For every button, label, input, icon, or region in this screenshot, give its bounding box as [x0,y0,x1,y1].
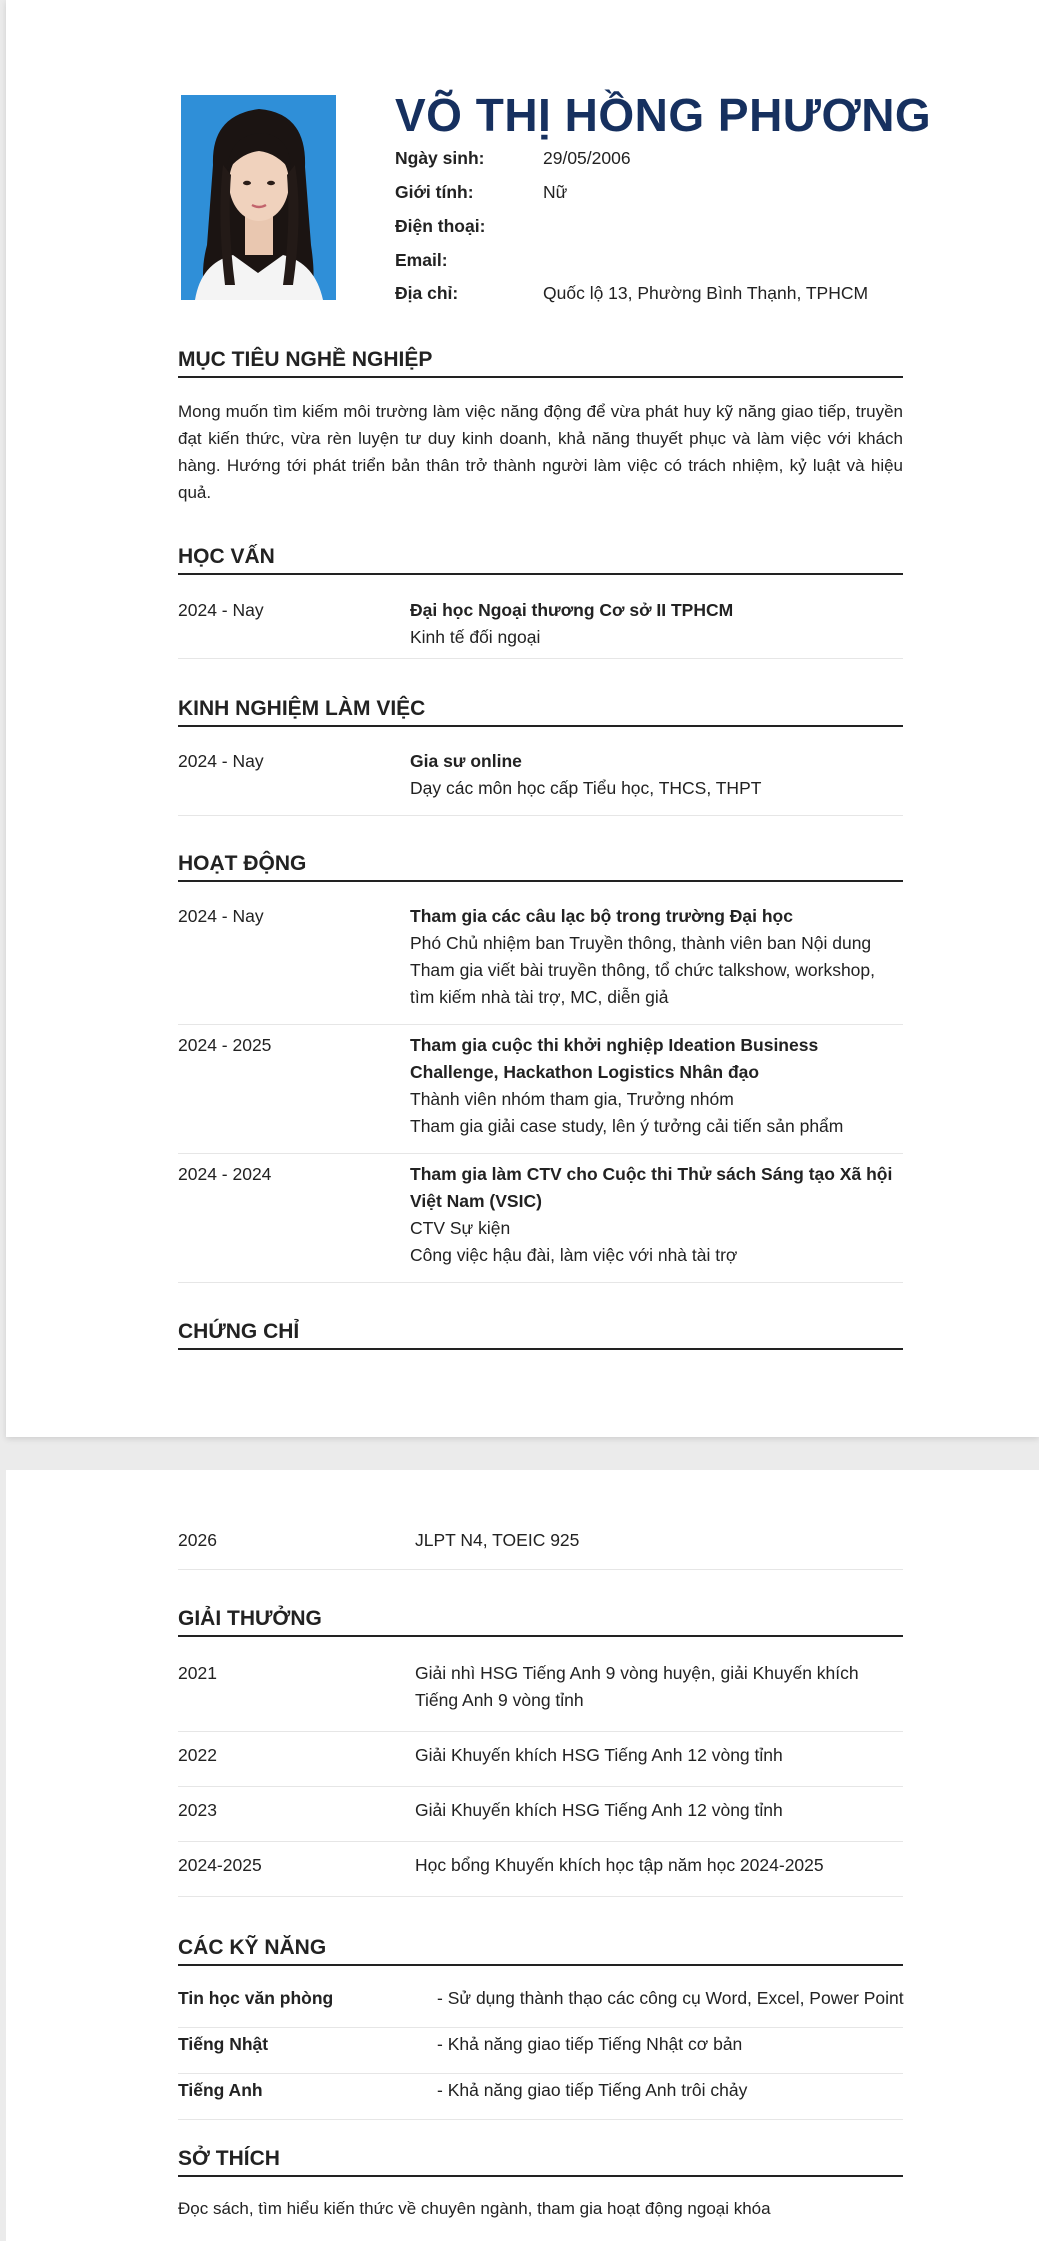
entry-date: 2024 - Nay [178,751,264,771]
gender-label: Giới tính: [395,182,474,202]
award-date: 2024-2025 [178,1855,262,1875]
entry-line: Tham gia viết bài truyền thông, tổ chức talkshow, workshop, tìm kiếm nhà tài trợ, MC, diễn giả [410,960,876,1007]
info-row-gender [395,180,567,204]
skill-name: Tiếng Nhật [178,2034,269,2054]
info-row-phone [395,214,543,238]
award-row [178,1742,903,1787]
award-row [178,1660,903,1732]
entry-line: Phó Chủ nhiệm ban Truyền thông, thành viên ban Nội dung [410,933,872,953]
certificate-date: 2026 [178,1530,217,1550]
info-row-birthdate [395,146,631,170]
skill-row [178,2077,903,2120]
profile-photo [181,95,336,300]
info-row-address [395,281,868,305]
award-text: Giải nhì HSG Tiếng Anh 9 vòng huyện, giải Khuyến khích Tiếng Anh 9 vòng tỉnh [415,1663,859,1710]
phone-label: Điện thoại: [395,216,486,236]
skill-description: - Khả năng giao tiếp Tiếng Anh trôi chảy [437,2080,748,2100]
resume-page-1 [6,0,1039,1437]
address-label: Địa chỉ: [395,283,459,303]
section-title-skills: CÁC KỸ NĂNG [178,1936,903,1966]
hobbies-text: Đọc sách, tìm hiểu kiến thức về chuyên ngành, tham gia hoạt động ngoại khóa [178,2199,771,2218]
activity-entry [178,903,903,1025]
skill-name: Tiếng Anh [178,2080,263,2100]
skill-description: - Khả năng giao tiếp Tiếng Nhật cơ bản [437,2034,743,2054]
entry-date: 2024 - 2025 [178,1035,272,1055]
section-title-certificates: CHỨNG CHỈ [178,1320,903,1350]
section-title-experience: KINH NGHIỆM LÀM VIỆC [178,697,903,727]
award-row [178,1852,903,1897]
section-title-hobbies: SỞ THÍCH [178,2147,903,2177]
skill-name: Tin học văn phòng [178,1988,334,2008]
entry-line: Thành viên nhóm tham gia, Trưởng nhóm [410,1089,734,1109]
activity-entry [178,1032,903,1154]
award-text: Giải Khuyến khích HSG Tiếng Anh 12 vòng tỉnh [415,1800,783,1820]
activity-entry [178,1161,903,1283]
skill-description: - Sử dụng thành thạo các công cụ Word, Excel, Power Point [437,1988,904,2008]
award-date: 2021 [178,1663,217,1683]
entry-date: 2024 - Nay [178,906,264,926]
objective-text: Mong muốn tìm kiếm môi trường làm việc năng động để vừa phát huy kỹ năng giao tiếp, truyền đạt kiến thức, vừa rèn luyện tư duy kinh doanh, khả năng thuyết phục và làm việc với khách hàng. Hướng tới phát triển bản thân trở thành người làm việc có trách nhiệm, kỷ luật và hiệu quả. [178,402,903,502]
experience-entry [178,748,903,816]
certificate-row [178,1527,903,1570]
award-text: Học bổng Khuyến khích học tập năm học 2024-2025 [415,1855,824,1875]
resume-page-2 [6,1470,1039,2241]
skill-row [178,2031,903,2074]
entry-line: Tham gia giải case study, lên ý tưởng cải tiến sản phẩm [410,1116,844,1136]
education-entry [178,597,903,659]
entry-date: 2024 - Nay [178,600,264,620]
entry-heading: Đại học Ngoại thương Cơ sở II TPHCM [410,600,734,620]
entry-line: Công việc hậu đài, làm việc với nhà tài trợ [410,1245,738,1265]
entry-heading: Gia sư online [410,751,522,771]
email-label: Email: [395,250,448,270]
info-row-email [395,248,543,272]
award-row [178,1797,903,1842]
entry-line: Dạy các môn học cấp Tiểu học, THCS, THPT [410,778,762,798]
entry-heading: Tham gia làm CTV cho Cuộc thi Thử sách Sáng tạo Xã hội Việt Nam (VSIC) [410,1164,893,1211]
award-date: 2022 [178,1745,217,1765]
award-text: Giải Khuyến khích HSG Tiếng Anh 12 vòng tỉnh [415,1745,783,1765]
section-title-objective: MỤC TIÊU NGHỀ NGHIỆP [178,348,903,378]
entry-line: CTV Sự kiện [410,1218,511,1238]
section-title-education: HỌC VẤN [178,545,903,575]
section-title-awards: GIẢI THƯỞNG [178,1607,903,1637]
entry-date: 2024 - 2024 [178,1164,272,1184]
certificate-text: JLPT N4, TOEIC 925 [415,1530,580,1550]
birthdate-label: Ngày sinh: [395,148,485,168]
portrait-image [181,95,336,300]
address-value: Quốc lộ 13, Phường Bình Thạnh, TPHCM [543,283,869,303]
gender-value: Nữ [543,182,568,202]
entry-heading: Tham gia cuộc thi khởi nghiệp Ideation Business Challenge, Hackathon Logistics Nhân đạo [410,1035,819,1082]
entry-line: Kinh tế đối ngoại [410,627,541,647]
award-date: 2023 [178,1800,217,1820]
skill-row [178,1985,903,2028]
candidate-name: VÕ THỊ HỒNG PHƯƠNG [395,89,932,141]
section-title-activities: HOẠT ĐỘNG [178,852,903,882]
entry-heading: Tham gia các câu lạc bộ trong trường Đại học [410,906,793,926]
birthdate-value: 29/05/2006 [543,148,631,168]
